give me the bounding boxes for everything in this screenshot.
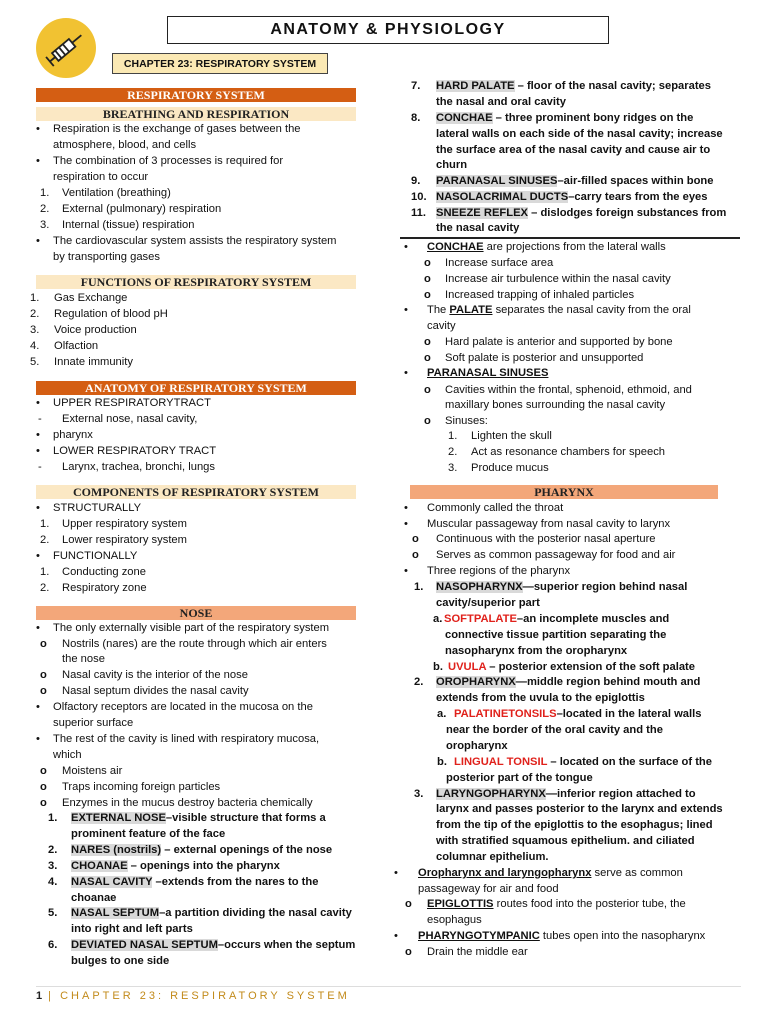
footer-divider [36, 986, 741, 987]
term-item: 3. LARYNGOPHARYNX—inferior region attached to [414, 788, 696, 800]
list-item: o Sinuses: [424, 415, 488, 427]
list-item-cont: passageway for air and food [418, 883, 559, 895]
nose-heading: NOSE [36, 606, 356, 620]
functions-heading: FUNCTIONS OF RESPIRATORY SYSTEM [36, 275, 356, 289]
term-item-cont: into right and left parts [71, 923, 193, 935]
list-item-cont: superior surface [53, 717, 134, 729]
list-item: o Traps incoming foreign particles [40, 781, 221, 793]
term-item-cont: bulges to one side [71, 955, 170, 967]
list-item: 2. Respiratory zone [40, 582, 147, 594]
term-item-cont: with stratified squamous epithelium. and ciliated [436, 835, 695, 847]
list-item: • Oropharynx and laryngopharynx serve as common [394, 867, 683, 879]
divider [400, 237, 740, 239]
list-item: o Cavities within the frontal, sphenoid, ethmoid, and [424, 384, 692, 396]
list-item: 1. Ventilation (breathing) [40, 187, 171, 199]
list-item: o Moistens air [40, 765, 123, 777]
list-item: o Continuous with the posterior nasal aperture [412, 533, 656, 545]
chapter-label: CHAPTER 23: RESPIRATORY SYSTEM [112, 53, 328, 74]
list-item: o Drain the middle ear [405, 946, 528, 958]
term-item-cont: churn [436, 159, 468, 171]
list-item: 3. Voice production [30, 324, 137, 336]
list-item: o Increased trapping of inhaled particles [424, 289, 635, 301]
list-item: o Nasal cavity is the interior of the nose [40, 669, 248, 681]
term-item-cont: near the border of the oral cavity and the [446, 724, 663, 736]
list-item: 3. Internal (tissue) respiration [40, 219, 195, 231]
list-item: 2. Lower respiratory system [40, 534, 187, 546]
term-item-cont: the surface area of the nasal cavity and cause air to [436, 144, 711, 156]
list-item-cont: the nose [62, 653, 105, 665]
list-item: • FUNCTIONALLY [36, 550, 138, 562]
list-item: • Commonly called the throat [404, 502, 564, 514]
list-item: 2. External (pulmonary) respiration [40, 203, 222, 215]
term-item: a. SOFTPALATE–an incomplete muscles and [433, 613, 670, 625]
pharynx-heading: PHARYNX [410, 485, 718, 499]
list-item: 2. Regulation of blood pH [30, 308, 168, 320]
list-item: o Enzymes in the mucus destroy bacteria chemically [40, 797, 313, 809]
list-item: o Increase air turbulence within the nasal cavity [424, 273, 671, 285]
term-item: 2. OROPHARYNX—middle region behind mouth and [414, 676, 701, 688]
list-item: • The PALATE separates the nasal cavity from the oral [404, 304, 691, 316]
term-item-cont: posterior part of the tongue [446, 772, 593, 784]
list-item: • pharynx [36, 429, 93, 441]
list-item: 5. Innate immunity [30, 356, 133, 368]
list-item-cont: by transporting gases [53, 251, 160, 263]
term-item: 10. NASOLACRIMAL DUCTS–carry tears from the eyes [411, 191, 708, 203]
list-item-cont: cavity [427, 320, 456, 332]
page-footer: 1 | CHAPTER 23: RESPIRATORY SYSTEM [36, 990, 350, 1002]
term-item-cont: oropharynx [446, 740, 508, 752]
term-item-cont: prominent feature of the face [71, 828, 226, 840]
footer-text: CHAPTER 23: RESPIRATORY SYSTEM [60, 990, 350, 1002]
list-item-cont: esophagus [427, 914, 482, 926]
term-item-cont: the nasal cavity [436, 222, 520, 234]
term-item: 4. NASAL CAVITY –extends from the nares to the [48, 876, 319, 888]
list-item: 1. Gas Exchange [30, 292, 128, 304]
term-item: b. LINGUAL TONSIL – located on the surface of the [437, 756, 712, 768]
term-item: a. PALATINETONSILS–located in the lateral walls [437, 708, 702, 720]
list-item: 1. Lighten the skull [448, 430, 552, 442]
term-item-cont: extends from the uvula to the epiglottis [436, 692, 645, 704]
list-item: • Muscular passageway from nasal cavity to larynx [404, 518, 671, 530]
term-item-cont: lateral walls on each side of the nasal cavity; increase [436, 128, 723, 140]
list-item: • PARANASAL SINUSES [404, 367, 549, 379]
term-item: 2. NARES (nostrils) – external openings of the nose [48, 844, 333, 856]
term-item: 8. CONCHAE – three prominent bony ridges on the [411, 112, 694, 124]
term-item-cont: choanae [71, 892, 117, 904]
term-item-cont: the nasal and oral cavity [436, 96, 566, 108]
list-item: • The only externally visible part of the respiratory system [36, 622, 330, 634]
list-item: o Hard palate is anterior and supported by bone [424, 336, 673, 348]
list-item: • UPPER RESPIRATORYTRACT [36, 397, 211, 409]
term-item: 11. SNEEZE REFLEX – dislodges foreign substances from [411, 207, 727, 219]
term-item-cont: cavity/superior part [436, 597, 540, 609]
list-item: o EPIGLOTTIS routes food into the posterior tube, the [405, 898, 686, 910]
list-item: - External nose, nasal cavity, [38, 413, 198, 425]
list-item: • The cardiovascular system assists the respiratory system [36, 235, 337, 247]
list-item: • PHARYNGOTYMPANIC tubes open into the nasopharynx [394, 930, 706, 942]
term-item: 6. DEVIATED NASAL SEPTUM–occurs when the septum [48, 939, 356, 951]
list-item: o Increase surface area [424, 257, 554, 269]
list-item: 3. Produce mucus [448, 462, 549, 474]
list-item-cont: maxillary bones surrounding the nasal cavity [445, 399, 666, 411]
list-item: - Larynx, trachea, bronchi, lungs [38, 461, 215, 473]
list-item-cont: respiration to occur [53, 171, 149, 183]
section-title: RESPIRATORY SYSTEM [36, 88, 356, 102]
list-item-cont: which [53, 749, 82, 761]
term-item-cont: nasopharynx from the oropharynx [445, 645, 628, 657]
page-number: 1 [36, 990, 43, 1002]
term-item: 9. PARANASAL SINUSES–air-filled spaces within bone [411, 175, 714, 187]
list-item: o Nostrils (nares) are the route through which air enters [40, 638, 327, 650]
components-heading: COMPONENTS OF RESPIRATORY SYSTEM [36, 485, 356, 499]
list-item: • The combination of 3 processes is required for [36, 155, 284, 167]
term-item: 1. EXTERNAL NOSE–visible structure that forms a [48, 812, 326, 824]
document-title: ANATOMY & PHYSIOLOGY [167, 16, 609, 44]
term-item-cont: from the tip of the epiglottis to the esophagus; lined [436, 819, 713, 831]
list-item: • Three regions of the pharynx [404, 565, 571, 577]
list-item: 4. Olfaction [30, 340, 99, 352]
list-item: • The rest of the cavity is lined with respiratory mucosa, [36, 733, 320, 745]
term-item: b. UVULA – posterior extension of the soft palate [433, 661, 695, 673]
list-item: 1. Conducting zone [40, 566, 146, 578]
list-item: 1. Upper respiratory system [40, 518, 187, 530]
list-item: • STRUCTURALLY [36, 502, 142, 514]
term-item: 1. NASOPHARYNX—superior region behind nasal [414, 581, 688, 593]
list-item: o Soft palate is posterior and unsupported [424, 352, 644, 364]
term-item-cont: columnar epithelium. [436, 851, 549, 863]
logo-syringe-icon [36, 18, 96, 78]
breathing-heading: BREATHING AND RESPIRATION [36, 107, 356, 121]
anatomy-heading: ANATOMY OF RESPIRATORY SYSTEM [36, 381, 356, 395]
term-item-cont: larynx and passes posterior to the larynx and extends [436, 803, 723, 815]
term-item: 7. HARD PALATE – floor of the nasal cavity; separates [411, 80, 711, 92]
term-item: 5. NASAL SEPTUM–a partition dividing the nasal cavity [48, 907, 352, 919]
list-item: 2. Act as resonance chambers for speech [448, 446, 666, 458]
list-item: o Serves as common passageway for food and air [412, 549, 676, 561]
list-item: • LOWER RESPIRATORY TRACT [36, 445, 217, 457]
list-item: • Olfactory receptors are located in the mucosa on the [36, 701, 313, 713]
list-item: o Nasal septum divides the nasal cavity [40, 685, 249, 697]
list-item-cont: atmosphere, blood, and cells [53, 139, 197, 151]
term-item: 3. CHOANAE – openings into the pharynx [48, 860, 280, 872]
list-item: • Respiration is the exchange of gases between the [36, 123, 301, 135]
term-item-cont: connective tissue partition separating the [445, 629, 667, 641]
list-item: • CONCHAE are projections from the lateral walls [404, 241, 666, 253]
